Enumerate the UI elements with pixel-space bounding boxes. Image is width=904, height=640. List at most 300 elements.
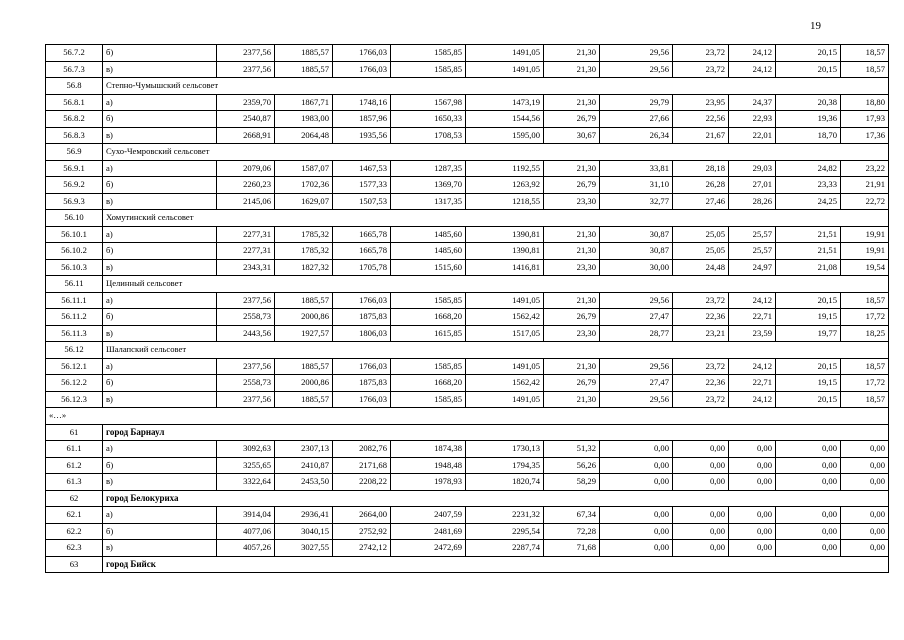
- table-row: [46, 160, 889, 177]
- value-cell: 1766,03: [333, 358, 391, 375]
- value-cell: 20,15: [776, 358, 841, 375]
- value-cell: 23,30: [544, 325, 600, 342]
- value-cell: 1806,03: [333, 325, 391, 342]
- value-cell: 27,46: [673, 193, 729, 210]
- table-row: [46, 325, 889, 342]
- value-cell: 21,30: [544, 94, 600, 111]
- value-cell: 2472,69: [391, 540, 466, 557]
- value-cell: 21,30: [544, 358, 600, 375]
- value-cell: 0,00: [776, 540, 841, 557]
- value-cell: 0,00: [673, 441, 729, 458]
- section-code: 56.9: [46, 144, 103, 161]
- table-row: [46, 45, 889, 62]
- value-cell: 1766,03: [333, 45, 391, 62]
- value-cell: 24,12: [729, 358, 776, 375]
- value-cell: 2359,70: [217, 94, 275, 111]
- value-cell: 22,72: [841, 193, 889, 210]
- value-cell: 1867,71: [275, 94, 333, 111]
- row-code: 56.12.1: [46, 358, 103, 375]
- value-cell: 1577,33: [333, 177, 391, 194]
- value-cell: 1827,32: [275, 259, 333, 276]
- value-cell: 3255,65: [217, 457, 275, 474]
- value-cell: 1665,78: [333, 226, 391, 243]
- value-cell: 2377,56: [217, 45, 275, 62]
- section-row: [46, 424, 889, 441]
- value-cell: 0,00: [841, 523, 889, 540]
- value-cell: 17,72: [841, 375, 889, 392]
- value-cell: 23,72: [673, 61, 729, 78]
- value-cell: 21,08: [776, 259, 841, 276]
- row-code: 56.9.2: [46, 177, 103, 194]
- omission-row: [46, 408, 889, 425]
- value-cell: 58,29: [544, 474, 600, 491]
- value-cell: 1544,56: [466, 111, 544, 128]
- section-code: 56.12: [46, 342, 103, 359]
- row-variant: а): [103, 226, 217, 243]
- value-cell: 2208,22: [333, 474, 391, 491]
- value-cell: 29,79: [600, 94, 673, 111]
- value-cell: 19,36: [776, 111, 841, 128]
- value-cell: 2000,86: [275, 375, 333, 392]
- row-variant: в): [103, 391, 217, 408]
- value-cell: 0,00: [729, 441, 776, 458]
- value-cell: 22,71: [729, 309, 776, 326]
- row-variant: б): [103, 243, 217, 260]
- section-title: Шалапский сельсовет: [103, 342, 889, 359]
- value-cell: 1983,00: [275, 111, 333, 128]
- value-cell: 18,57: [841, 391, 889, 408]
- section-code: 61: [46, 424, 103, 441]
- section-row: [46, 144, 889, 161]
- section-row: [46, 342, 889, 359]
- value-cell: 2453,50: [275, 474, 333, 491]
- section-title: Сухо-Чемровский сельсовет: [103, 144, 889, 161]
- value-cell: 17,36: [841, 127, 889, 144]
- value-cell: 27,47: [600, 375, 673, 392]
- row-code: 56.12.3: [46, 391, 103, 408]
- value-cell: 28,26: [729, 193, 776, 210]
- omission-marker: «…»: [46, 408, 889, 425]
- value-cell: 2082,76: [333, 441, 391, 458]
- value-cell: 2171,68: [333, 457, 391, 474]
- table-row: [46, 441, 889, 458]
- value-cell: 24,12: [729, 45, 776, 62]
- table-row: [46, 111, 889, 128]
- value-cell: 2277,31: [217, 226, 275, 243]
- value-cell: 23,72: [673, 292, 729, 309]
- value-cell: 22,36: [673, 309, 729, 326]
- value-cell: 2742,12: [333, 540, 391, 557]
- value-cell: 1927,57: [275, 325, 333, 342]
- value-cell: 2377,56: [217, 292, 275, 309]
- section-title: город Белокуриха: [103, 490, 889, 507]
- value-cell: 3322,64: [217, 474, 275, 491]
- section-code: 56.8: [46, 78, 103, 95]
- value-cell: 51,32: [544, 441, 600, 458]
- value-cell: 0,00: [600, 441, 673, 458]
- row-variant: б): [103, 45, 217, 62]
- table-row: [46, 292, 889, 309]
- value-cell: 1785,32: [275, 226, 333, 243]
- value-cell: 1515,60: [391, 259, 466, 276]
- value-cell: 23,59: [729, 325, 776, 342]
- value-cell: 1562,42: [466, 375, 544, 392]
- table-row: [46, 226, 889, 243]
- value-cell: 26,79: [544, 177, 600, 194]
- value-cell: 2145,06: [217, 193, 275, 210]
- value-cell: 18,25: [841, 325, 889, 342]
- row-variant: б): [103, 177, 217, 194]
- value-cell: 26,34: [600, 127, 673, 144]
- value-cell: 30,87: [600, 226, 673, 243]
- value-cell: 2410,87: [275, 457, 333, 474]
- value-cell: 24,12: [729, 61, 776, 78]
- value-cell: 21,30: [544, 160, 600, 177]
- value-cell: 24,37: [729, 94, 776, 111]
- value-cell: 25,05: [673, 243, 729, 260]
- value-cell: 1473,19: [466, 94, 544, 111]
- section-row: [46, 276, 889, 293]
- value-cell: 1785,32: [275, 243, 333, 260]
- value-cell: 19,91: [841, 243, 889, 260]
- value-cell: 1665,78: [333, 243, 391, 260]
- value-cell: 18,80: [841, 94, 889, 111]
- value-cell: 2558,73: [217, 375, 275, 392]
- value-cell: 19,91: [841, 226, 889, 243]
- value-cell: 22,93: [729, 111, 776, 128]
- row-code: 56.11.2: [46, 309, 103, 326]
- value-cell: 1585,85: [391, 358, 466, 375]
- table-row: [46, 523, 889, 540]
- row-variant: в): [103, 259, 217, 276]
- value-cell: 1748,16: [333, 94, 391, 111]
- value-cell: 1218,55: [466, 193, 544, 210]
- value-cell: 1562,42: [466, 309, 544, 326]
- value-cell: 1668,20: [391, 375, 466, 392]
- value-cell: 1766,03: [333, 61, 391, 78]
- value-cell: 4077,06: [217, 523, 275, 540]
- value-cell: 1650,33: [391, 111, 466, 128]
- section-code: 62: [46, 490, 103, 507]
- value-cell: 2664,00: [333, 507, 391, 524]
- value-cell: 23,72: [673, 391, 729, 408]
- value-cell: 1491,05: [466, 45, 544, 62]
- value-cell: 24,82: [776, 160, 841, 177]
- section-title: Хомутинский сельсовет: [103, 210, 889, 227]
- value-cell: 0,00: [600, 457, 673, 474]
- value-cell: 0,00: [776, 474, 841, 491]
- table-row: [46, 177, 889, 194]
- value-cell: 1192,55: [466, 160, 544, 177]
- row-code: 56.9.3: [46, 193, 103, 210]
- value-cell: 0,00: [600, 540, 673, 557]
- row-variant: а): [103, 292, 217, 309]
- value-cell: 21,67: [673, 127, 729, 144]
- table-row: [46, 474, 889, 491]
- value-cell: 22,71: [729, 375, 776, 392]
- value-cell: 20,15: [776, 45, 841, 62]
- row-code: 56.8.3: [46, 127, 103, 144]
- value-cell: 4057,26: [217, 540, 275, 557]
- value-cell: 29,56: [600, 391, 673, 408]
- value-cell: 26,79: [544, 309, 600, 326]
- value-cell: 27,66: [600, 111, 673, 128]
- value-cell: 2343,31: [217, 259, 275, 276]
- value-cell: 1491,05: [466, 61, 544, 78]
- table-row: [46, 243, 889, 260]
- value-cell: 21,30: [544, 243, 600, 260]
- table-row: [46, 193, 889, 210]
- row-variant: б): [103, 309, 217, 326]
- value-cell: 21,51: [776, 226, 841, 243]
- value-cell: 0,00: [841, 457, 889, 474]
- table-row: [46, 540, 889, 557]
- row-variant: а): [103, 94, 217, 111]
- value-cell: 1874,38: [391, 441, 466, 458]
- value-cell: 19,77: [776, 325, 841, 342]
- value-cell: 1705,78: [333, 259, 391, 276]
- value-cell: 2000,86: [275, 309, 333, 326]
- row-variant: а): [103, 160, 217, 177]
- value-cell: 27,47: [600, 309, 673, 326]
- value-cell: 31,10: [600, 177, 673, 194]
- value-cell: 24,25: [776, 193, 841, 210]
- value-cell: 3040,15: [275, 523, 333, 540]
- value-cell: 17,72: [841, 309, 889, 326]
- row-variant: б): [103, 111, 217, 128]
- row-variant: в): [103, 540, 217, 557]
- value-cell: 29,56: [600, 61, 673, 78]
- row-code: 56.7.2: [46, 45, 103, 62]
- value-cell: 18,57: [841, 292, 889, 309]
- row-variant: б): [103, 457, 217, 474]
- section-row: [46, 490, 889, 507]
- value-cell: 3914,04: [217, 507, 275, 524]
- row-code: 56.8.2: [46, 111, 103, 128]
- table-body: [46, 45, 889, 573]
- value-cell: 18,70: [776, 127, 841, 144]
- value-cell: 1875,83: [333, 375, 391, 392]
- row-code: 56.10.2: [46, 243, 103, 260]
- value-cell: 17,93: [841, 111, 889, 128]
- value-cell: 30,87: [600, 243, 673, 260]
- row-variant: в): [103, 127, 217, 144]
- value-cell: 19,15: [776, 309, 841, 326]
- section-title: Степно-Чумышский сельсовет: [103, 78, 889, 95]
- value-cell: 22,36: [673, 375, 729, 392]
- row-code: 56.11.1: [46, 292, 103, 309]
- value-cell: 1948,48: [391, 457, 466, 474]
- value-cell: 1485,60: [391, 226, 466, 243]
- value-cell: 30,67: [544, 127, 600, 144]
- section-title: Целинный сельсовет: [103, 276, 889, 293]
- value-cell: 1585,85: [391, 292, 466, 309]
- value-cell: 0,00: [729, 540, 776, 557]
- value-cell: 0,00: [841, 441, 889, 458]
- value-cell: 0,00: [600, 523, 673, 540]
- value-cell: 2443,56: [217, 325, 275, 342]
- value-cell: 0,00: [600, 474, 673, 491]
- table-row: [46, 507, 889, 524]
- value-cell: 1885,57: [275, 358, 333, 375]
- value-cell: 24,12: [729, 292, 776, 309]
- value-cell: 23,30: [544, 193, 600, 210]
- table-row: [46, 94, 889, 111]
- table-row: [46, 309, 889, 326]
- value-cell: 1978,93: [391, 474, 466, 491]
- value-cell: 1820,74: [466, 474, 544, 491]
- value-cell: 0,00: [600, 507, 673, 524]
- value-cell: 21,30: [544, 61, 600, 78]
- value-cell: 29,56: [600, 45, 673, 62]
- row-variant: в): [103, 474, 217, 491]
- value-cell: 1485,60: [391, 243, 466, 260]
- value-cell: 1517,05: [466, 325, 544, 342]
- value-cell: 71,68: [544, 540, 600, 557]
- value-cell: 29,56: [600, 292, 673, 309]
- value-cell: 1587,07: [275, 160, 333, 177]
- value-cell: 20,15: [776, 292, 841, 309]
- value-cell: 2481,69: [391, 523, 466, 540]
- value-cell: 1794,35: [466, 457, 544, 474]
- value-cell: 0,00: [729, 457, 776, 474]
- value-cell: 0,00: [673, 474, 729, 491]
- value-cell: 23,30: [544, 259, 600, 276]
- row-code: 56.7.3: [46, 61, 103, 78]
- value-cell: 21,51: [776, 243, 841, 260]
- value-cell: 67,34: [544, 507, 600, 524]
- value-cell: 22,56: [673, 111, 729, 128]
- value-cell: 29,56: [600, 358, 673, 375]
- value-cell: 0,00: [729, 507, 776, 524]
- value-cell: 0,00: [776, 523, 841, 540]
- value-cell: 25,05: [673, 226, 729, 243]
- value-cell: 23,72: [673, 45, 729, 62]
- value-cell: 1885,57: [275, 45, 333, 62]
- value-cell: 1287,35: [391, 160, 466, 177]
- value-cell: 1766,03: [333, 391, 391, 408]
- section-code: 56.10: [46, 210, 103, 227]
- row-code: 61.2: [46, 457, 103, 474]
- value-cell: 0,00: [841, 474, 889, 491]
- value-cell: 23,22: [841, 160, 889, 177]
- table-row: [46, 391, 889, 408]
- value-cell: 26,28: [673, 177, 729, 194]
- table-row: [46, 457, 889, 474]
- table-row: [46, 127, 889, 144]
- value-cell: 0,00: [841, 507, 889, 524]
- value-cell: 2377,56: [217, 358, 275, 375]
- value-cell: 2307,13: [275, 441, 333, 458]
- value-cell: 1935,56: [333, 127, 391, 144]
- value-cell: 2540,87: [217, 111, 275, 128]
- value-cell: 1585,85: [391, 61, 466, 78]
- row-code: 56.11.3: [46, 325, 103, 342]
- value-cell: 20,15: [776, 61, 841, 78]
- value-cell: 25,57: [729, 243, 776, 260]
- value-cell: 21,30: [544, 292, 600, 309]
- value-cell: 33,81: [600, 160, 673, 177]
- value-cell: 2295,54: [466, 523, 544, 540]
- table-row: [46, 61, 889, 78]
- row-variant: а): [103, 441, 217, 458]
- row-code: 56.12.2: [46, 375, 103, 392]
- table-row: [46, 259, 889, 276]
- section-row: [46, 556, 889, 573]
- value-cell: 0,00: [776, 457, 841, 474]
- value-cell: 1629,07: [275, 193, 333, 210]
- value-cell: 0,00: [673, 540, 729, 557]
- value-cell: 0,00: [729, 523, 776, 540]
- row-code: 56.9.1: [46, 160, 103, 177]
- value-cell: 26,79: [544, 375, 600, 392]
- value-cell: 1491,05: [466, 292, 544, 309]
- value-cell: 0,00: [729, 474, 776, 491]
- section-title: город Барнаул: [103, 424, 889, 441]
- value-cell: 1567,98: [391, 94, 466, 111]
- value-cell: 1885,57: [275, 391, 333, 408]
- value-cell: 2231,32: [466, 507, 544, 524]
- table-row: [46, 375, 889, 392]
- row-variant: а): [103, 358, 217, 375]
- value-cell: 18,57: [841, 61, 889, 78]
- value-cell: 2277,31: [217, 243, 275, 260]
- value-cell: 19,15: [776, 375, 841, 392]
- value-cell: 0,00: [673, 523, 729, 540]
- value-cell: 1390,81: [466, 243, 544, 260]
- value-cell: 2260,23: [217, 177, 275, 194]
- section-code: 56.11: [46, 276, 103, 293]
- value-cell: 21,30: [544, 226, 600, 243]
- value-cell: 3027,55: [275, 540, 333, 557]
- value-cell: 19,54: [841, 259, 889, 276]
- section-row: [46, 78, 889, 95]
- value-cell: 72,28: [544, 523, 600, 540]
- value-cell: 2377,56: [217, 61, 275, 78]
- value-cell: 24,48: [673, 259, 729, 276]
- value-cell: 18,57: [841, 358, 889, 375]
- row-code: 61.1: [46, 441, 103, 458]
- value-cell: 18,57: [841, 45, 889, 62]
- value-cell: 1585,85: [391, 391, 466, 408]
- value-cell: 2064,48: [275, 127, 333, 144]
- value-cell: 56,26: [544, 457, 600, 474]
- value-cell: 1317,35: [391, 193, 466, 210]
- row-variant: в): [103, 193, 217, 210]
- value-cell: 1585,85: [391, 45, 466, 62]
- value-cell: 1416,81: [466, 259, 544, 276]
- row-code: 56.8.1: [46, 94, 103, 111]
- value-cell: 1491,05: [466, 391, 544, 408]
- value-cell: 2668,91: [217, 127, 275, 144]
- value-cell: 1491,05: [466, 358, 544, 375]
- value-cell: 24,12: [729, 391, 776, 408]
- value-cell: 1615,85: [391, 325, 466, 342]
- value-cell: 1875,83: [333, 309, 391, 326]
- value-cell: 1668,20: [391, 309, 466, 326]
- value-cell: 30,00: [600, 259, 673, 276]
- section-row: [46, 210, 889, 227]
- section-title: город Бийск: [103, 556, 889, 573]
- value-cell: 3092,63: [217, 441, 275, 458]
- row-code: 62.3: [46, 540, 103, 557]
- value-cell: 2558,73: [217, 309, 275, 326]
- value-cell: 0,00: [673, 457, 729, 474]
- value-cell: 28,18: [673, 160, 729, 177]
- row-code: 62.1: [46, 507, 103, 524]
- value-cell: 1595,00: [466, 127, 544, 144]
- value-cell: 0,00: [841, 540, 889, 557]
